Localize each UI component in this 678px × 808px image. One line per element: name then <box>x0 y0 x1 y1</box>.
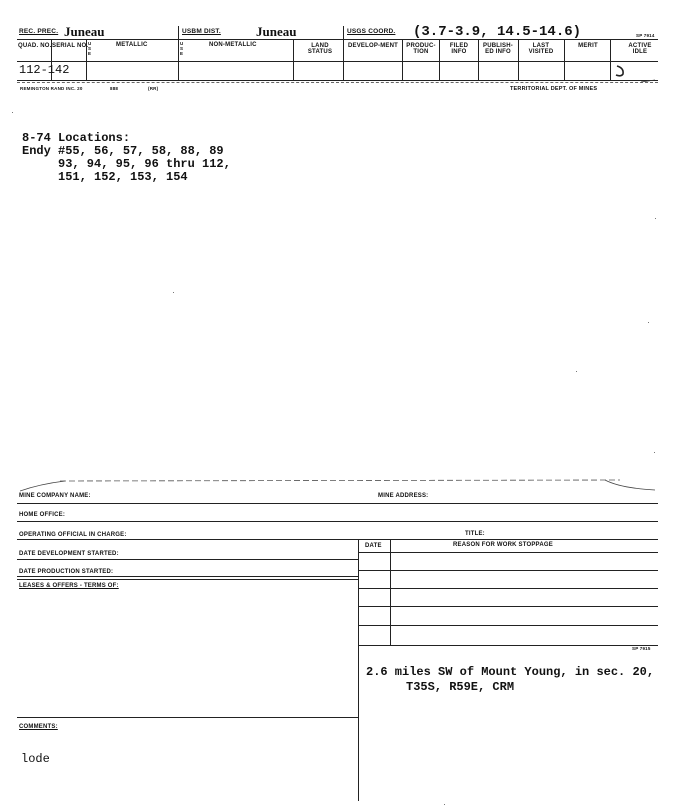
col-production: PRODUC-TION <box>406 43 436 55</box>
location-description-line1: 2.6 miles SW of Mount Young, in sec. 20, <box>366 665 655 679</box>
title-label: TITLE: <box>465 531 485 537</box>
comments-value: lode <box>21 752 50 766</box>
rec-prec-label: REC. PREC. <box>19 28 59 35</box>
form-rule <box>358 645 658 646</box>
col-divider <box>293 39 294 80</box>
rec-prec-value: Juneau <box>64 24 105 39</box>
locations-line: 93, 94, 95, 96 thru 112, <box>22 157 231 171</box>
col-filed-info: FILED INFO <box>449 43 469 55</box>
territorial-dept: TERRITORIAL DEPT. OF MINES <box>510 86 598 92</box>
date-prod-started-label: DATE PRODUCTION STARTED: <box>19 569 114 575</box>
usbm-dist-label: USBM DIST. <box>182 28 221 35</box>
form-rule <box>358 552 658 553</box>
date-dev-started-label: DATE DEVELOPMENT STARTED: <box>19 551 119 557</box>
col-metallic-use: USE <box>88 41 92 56</box>
usbm-dist-value: Juneau <box>256 24 297 39</box>
locations-line: 151, 152, 153, 154 <box>22 170 188 184</box>
header-row-divider-2 <box>17 61 658 62</box>
mine-company-name-label: MINE COMPANY NAME: <box>19 493 91 499</box>
tick-mark-icon <box>640 78 656 84</box>
col-merit: MERIT <box>578 43 598 49</box>
operating-official-label: OPERATING OFFICIAL IN CHARGE: <box>19 532 127 538</box>
mine-address-label: MINE ADDRESS: <box>378 493 429 499</box>
col-metallic: METALLIC <box>116 42 148 48</box>
quad-value: 112-142 <box>19 63 70 77</box>
form-col-divider <box>358 539 359 801</box>
col-nonmetallic-use: USE <box>180 41 184 56</box>
form-rule <box>17 576 358 577</box>
header-bottom-rule <box>17 80 658 81</box>
form-code-bottom: SP 7915 <box>632 646 651 651</box>
col-divider <box>610 39 611 80</box>
printer-line: REMINGTON RAND INC. 20 <box>20 86 83 91</box>
form-rule <box>17 559 358 560</box>
date-header: DATE <box>365 543 382 549</box>
form-code-top: SP 7914 <box>636 33 655 38</box>
form-rule <box>17 521 658 522</box>
col-serial-no: SERIAL NO. <box>52 43 89 49</box>
header-bottom-rule-dashed <box>17 82 658 83</box>
col-development: DEVELOP-MENT <box>347 43 399 49</box>
form-rule <box>358 606 658 607</box>
leases-offers-label: LEASES & OFFERS - TERMS OF: <box>19 583 119 589</box>
col-divider <box>518 39 519 80</box>
col-divider <box>439 39 440 80</box>
home-office-label: HOME OFFICE: <box>19 512 66 518</box>
col-quad-no: QUAD. NO. <box>18 43 52 49</box>
location-description-line2: T35S, R59E, CRM <box>406 680 515 694</box>
col-divider <box>343 26 344 80</box>
form-rule <box>17 717 358 718</box>
torn-edge <box>20 474 660 494</box>
col-published-info: PUBLISH-ED INFO <box>483 43 513 55</box>
printer-code-a: 888 <box>110 86 119 91</box>
col-nonmetallic: NON-METALLIC <box>209 42 257 48</box>
usgs-coord-value: (3.7-3.9, 14.5-14.6) <box>413 24 582 40</box>
locations-line: 8-74 Locations: <box>22 131 131 145</box>
form-rule <box>358 625 658 626</box>
reason-header: REASON FOR WORK STOPPAGE <box>453 542 553 548</box>
col-divider <box>178 26 179 80</box>
form-rule <box>17 503 658 504</box>
col-divider <box>478 39 479 80</box>
locations-line: Endy #55, 56, 57, 58, 88, 89 <box>22 144 224 158</box>
col-divider <box>564 39 565 80</box>
usgs-coord-label: USGS COORD. <box>347 28 396 35</box>
col-land-status: LAND STATUS <box>307 43 333 55</box>
form-rule <box>358 570 658 571</box>
col-active-idle: ACTIVE IDLE <box>628 43 652 55</box>
col-last-visited: LAST VISITED <box>528 43 554 55</box>
form-rule <box>358 588 658 589</box>
checkmark-icon <box>614 63 628 79</box>
printer-code-b: (RR) <box>148 86 159 91</box>
form-col-divider <box>390 539 391 645</box>
comments-label: COMMENTS: <box>19 724 58 730</box>
form-rule <box>17 539 658 540</box>
form-rule <box>17 579 358 580</box>
